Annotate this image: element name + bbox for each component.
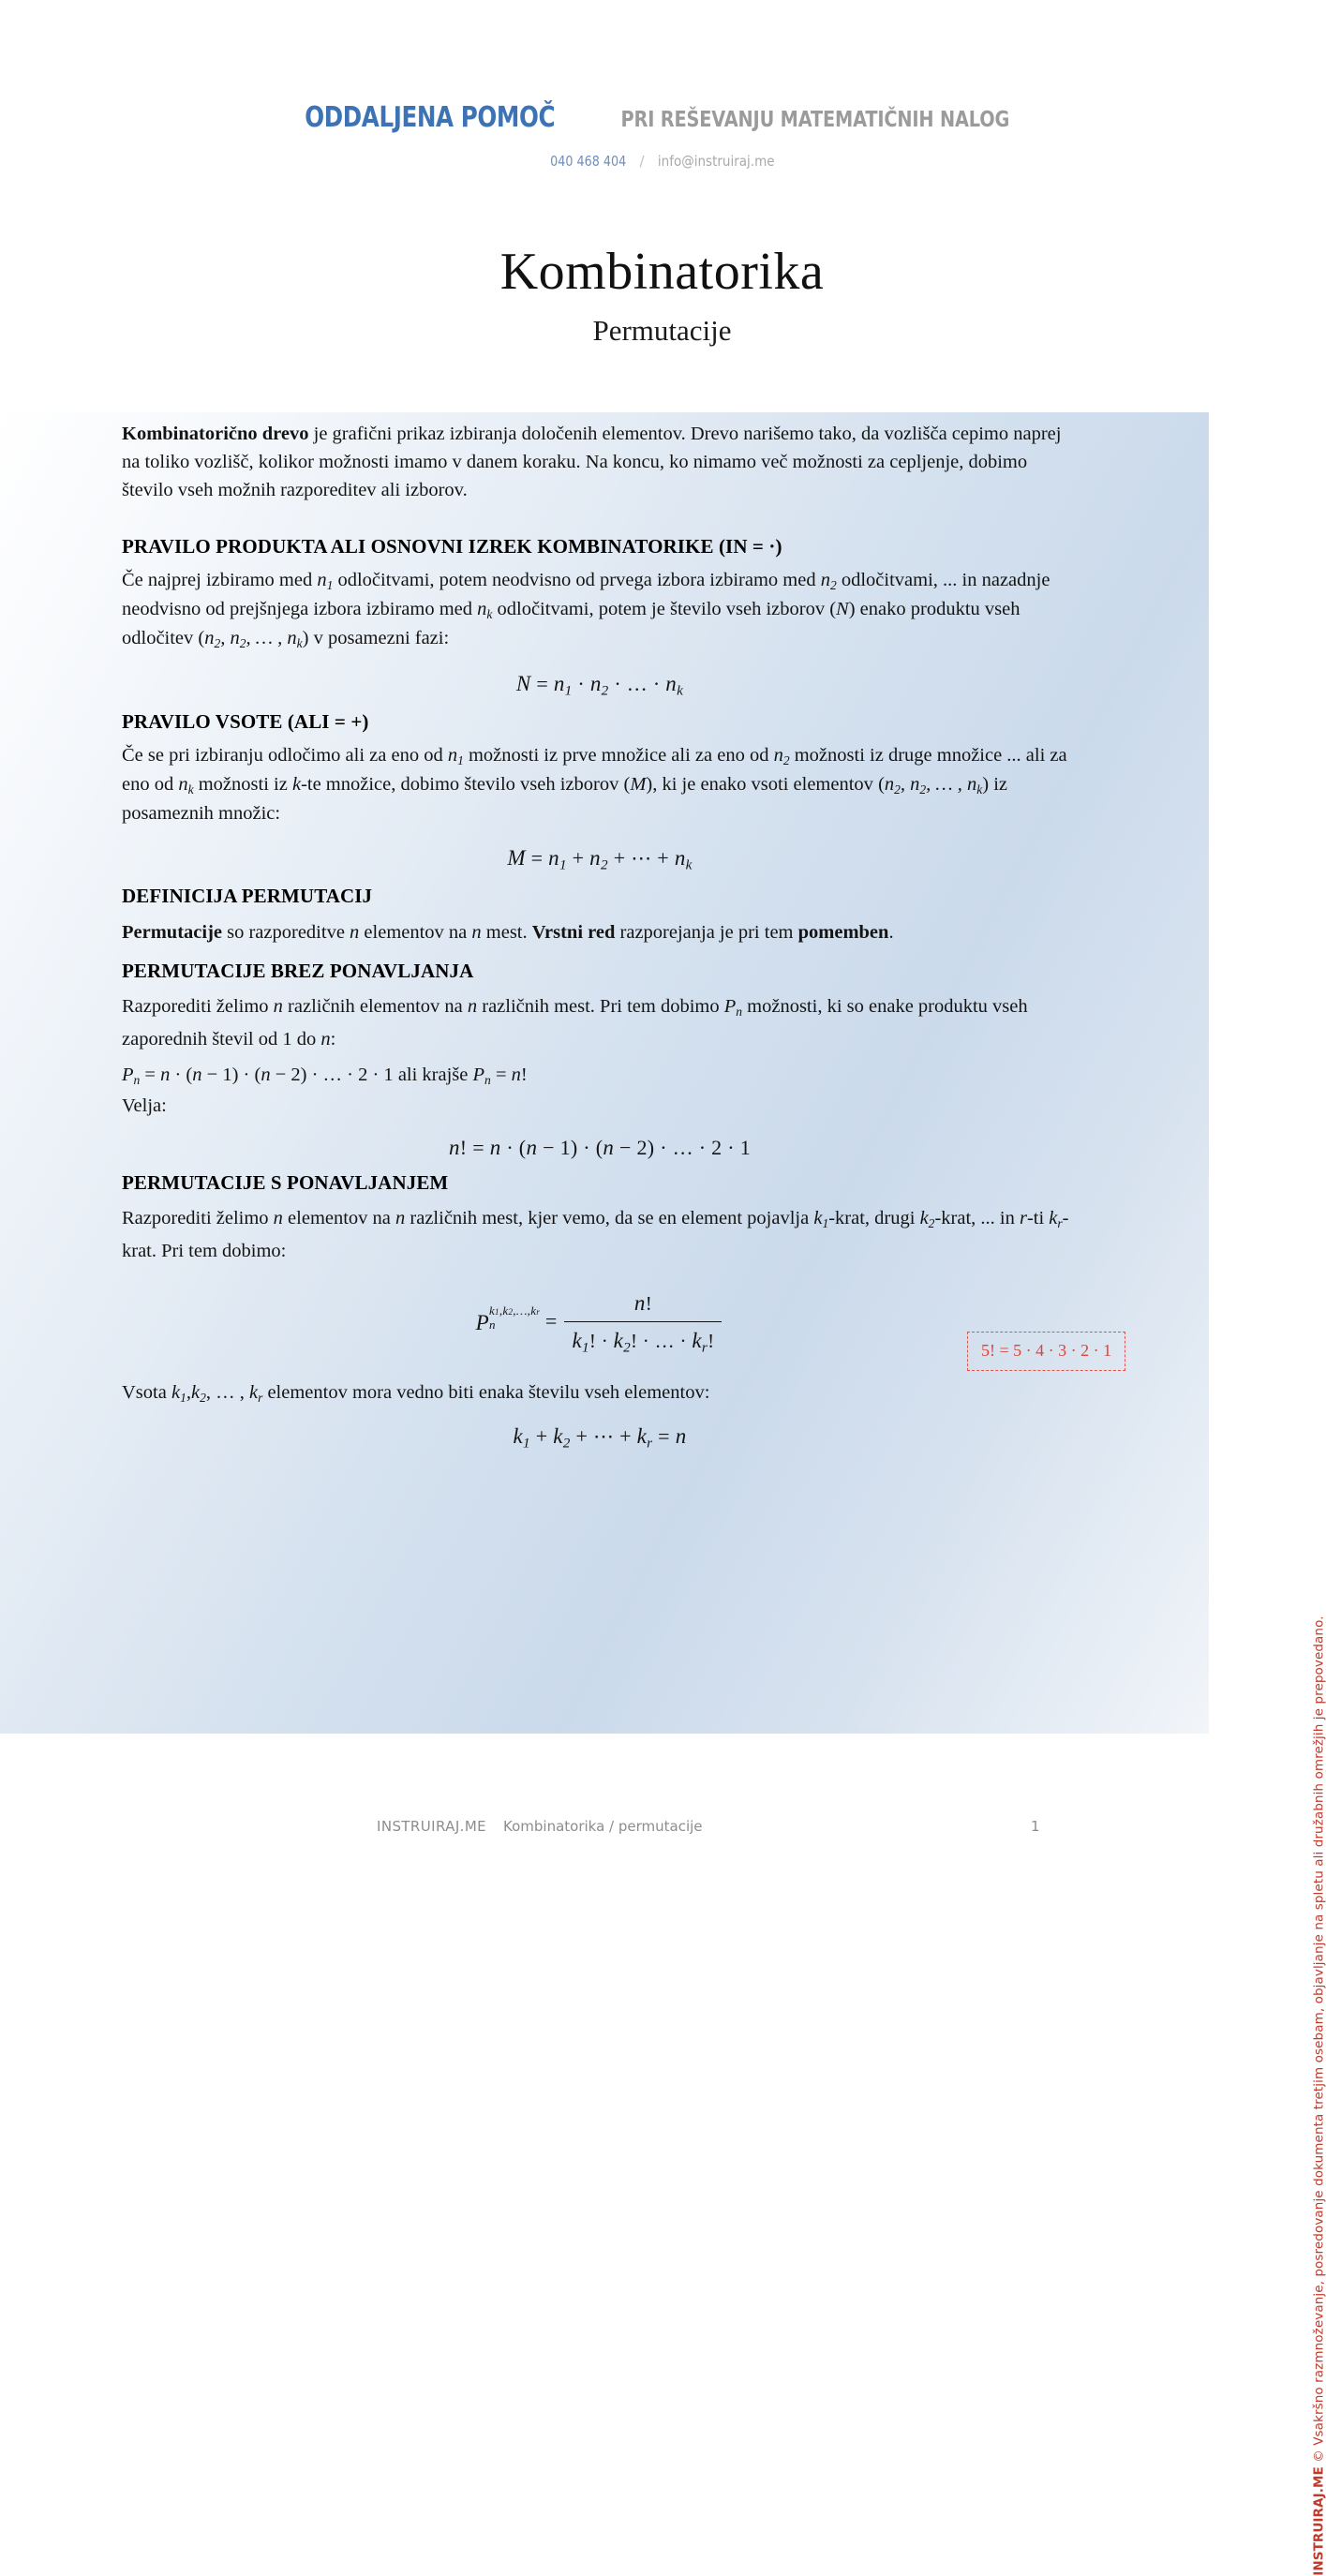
frag: odločitvami, potem neodvisno od prvega izbora izbiramo med	[333, 570, 821, 591]
side-notice-text: © Vsakršno razmnoževanje, posredovanje dokumenta tretjim osebam, objavljanje na spletu ali družabnih omrežjih je prepovedano.	[1311, 1616, 1326, 2463]
frag: možnosti iz prve množice ali za eno od	[463, 744, 774, 766]
section-heading-sum-rule: PRAVILO VSOTE (ALI = +)	[122, 709, 369, 733]
callout-text: 5! = 5 · 4 · 3 · 2 · 1	[981, 1341, 1112, 1360]
frag: mest.	[481, 922, 532, 944]
frag: -krat. Pri tem dobimo:	[122, 1208, 1069, 1262]
document-body	[122, 420, 1078, 1460]
frag: Če najprej izbiramo med	[122, 570, 318, 591]
frag: so razporeditve	[222, 922, 350, 944]
frag: razporejanja je pri tem	[615, 922, 798, 944]
frag: Razporediti želimo	[122, 1208, 274, 1229]
brand-tagline: PRI REŠEVANJU MATEMATIČNIH NALOG	[620, 108, 1010, 132]
section-1-paragraph: Če najprej izbiramo med $n_1$ odločitvami, potem neodvisno od prvega izbora izbiramo med $n_2$ odločitvami, ... in nazadnje neodvisno od prejšnjega izbora izbiramo med $n_k$ odločitvami, potem je število vseh izborov (N) enako produktu vseh odločitev ($n_2$, $n_2$, … , $n_k$) v posamezni fazi:	[122, 570, 1050, 651]
frag: elementov mora vedno biti enaka številu vseh elementov:	[262, 1382, 710, 1404]
frag: Vsota	[122, 1382, 171, 1404]
side-notice-brand: INSTRUIRAJ.ME	[1311, 2466, 1326, 2576]
frag: Če se pri izbiranju odločimo ali za eno od	[122, 744, 448, 766]
frag: -krat, drugi	[828, 1208, 920, 1229]
section-heading-perm-with-rep: PERMUTACIJE S PONAVLJANJEM	[122, 1171, 449, 1195]
frag: različnih mest. Pri tem dobimo	[477, 996, 724, 1018]
section-3-paragraph: Permutacije so razporeditve n elementov na n mest. Vrstni red razporejanja je pri tem pomemben.	[122, 922, 894, 944]
callout-example-factorial	[967, 1332, 1125, 1371]
frag: iz posameznih množic:	[122, 773, 1008, 824]
formula-product-rule: $N = n_1 \cdot n_2$ · … · $n_k$	[515, 672, 684, 699]
frag: -ti	[1026, 1208, 1050, 1229]
frag: ) enako produktu vseh odločitev	[122, 599, 1021, 649]
frag: možnosti iz	[193, 773, 292, 795]
section-2-paragraph: Če se pri izbiranju odločimo ali za eno od $n_1$ možnosti iz prve množice ali za eno od $n_2$ možnosti iz druge množice ... ali za eno od $n_k$ možnosti iz k-te množice, dobimo število vseh izborov (M), ki je enako vsoti elementov ($n_2$, $n_2$, … , $n_k$) iz posameznih množic:	[122, 744, 1067, 824]
frag: odločitvami, potem je število vseh izborov (	[492, 599, 837, 620]
formula-factorial: n! = n · (n − 1) · (n − 2) · … · 2 · 1	[448, 1135, 751, 1159]
fraction-perm: $\frac{n!}{k_1! \cdot k_2! \cdot \dots \cdot k_r!}$	[564, 1288, 722, 1359]
frag: elementov na	[282, 1208, 396, 1229]
email-address[interactable]: info@instruiraj.me	[657, 153, 775, 170]
frag-bold: Permutacije	[122, 922, 222, 944]
section-5-paragraph: Razporediti želimo n elementov na n različnih mest, kjer vemo, da se en element pojavlja $k_1$-krat, drugi $k_2$-krat, ... in r-ti $k_r$-krat. Pri tem dobimo:	[122, 1208, 1069, 1262]
formula-sum-k: $k_1 + k_2$ + ⋯ + $k_r = n$	[513, 1424, 687, 1452]
section-5-tail: Vsota $k_1,k_2$, … , $k_r$ elementov mora vedno biti enaka številu vseh elementov:	[122, 1382, 710, 1406]
contact-line	[0, 153, 1324, 170]
frag: različnih elementov na	[282, 996, 468, 1018]
phone-number[interactable]: 040 468 404	[550, 153, 627, 170]
page-title: Kombinatorika	[499, 243, 825, 301]
frag: elementov na	[359, 922, 472, 944]
frag-bold: Vrstni red	[531, 922, 616, 944]
frag: možnosti, ki so enake produktu vseh zaporednih števil od 1 do	[122, 996, 1028, 1050]
brand-name: ODDALJENA POMOČ	[305, 101, 556, 134]
footer-page-number: 1	[1031, 1818, 1040, 1835]
section-heading-definition: DEFINICIJA PERMUTACIJ	[122, 884, 373, 907]
page-subtitle: Permutacije	[592, 314, 732, 347]
frag: -te množice, dobimo število vseh izborov (	[301, 773, 631, 795]
intro-paragraph	[122, 420, 1078, 504]
section-4-paragraph: Razporediti želimo n različnih elementov na n različnih mest. Pri tem dobimo $P_n$ možnosti, ki so enake produktu vseh zaporednih števil od 1 do n:	[122, 996, 1028, 1050]
frag-bold: pomemben	[797, 922, 889, 944]
inline-formula-pn: $P_n = n \cdot (n - 1) \cdot (n - 2)$ · … · 2 · 1 ali krajše $P_n = n$!	[122, 1065, 528, 1088]
intro-lead: Kombinatorično drevo	[122, 424, 309, 444]
formula-perm-with-repetition: P k1,k2,…,kr n = $\frac{n!}{k_1! \cdot k_2! \cdot \dots \cdot k_r!}$	[122, 1288, 1078, 1359]
frag: odločitvami, ... in nazadnje neodvisno od prejšnjega izbora izbiramo med	[122, 570, 1050, 620]
frag: .	[888, 922, 894, 944]
formula-sum-rule: $M = n_1 + n_2$ + ⋯ + $n_k$	[507, 845, 693, 873]
velja-label: Velja:	[122, 1095, 167, 1117]
frag: :	[330, 1029, 336, 1050]
section-heading-product-rule: PRAVILO PRODUKTA ALI OSNOVNI IZREK KOMBINATORIKE (IN = ·)	[122, 535, 782, 558]
frag: možnosti iz druge množice ... ali za eno od	[122, 744, 1067, 795]
footer-brand: INSTRUIRAJ.ME	[377, 1818, 487, 1835]
footer-path: Kombinatorika / permutacije	[503, 1818, 703, 1835]
frag: različnih mest, kjer vemo, da se en element pojavlja	[405, 1208, 814, 1229]
frag: Razporediti želimo	[122, 996, 274, 1018]
section-heading-perm-no-rep: PERMUTACIJE BREZ PONAVLJANJA	[122, 960, 474, 983]
frag: ), ki je enako vsoti elementov	[646, 773, 879, 795]
intro-body: je grafični prikaz izbiranja določenih elementov. Drevo narišemo tako, da vozlišča cepimo naprej na toliko vozlišč, kolikor možnosti imamo v danem koraku. Na koncu, ko nimamo več možnosti za cepljenje, dobimo število vseh možnih razporeditev ali izborov.	[122, 424, 1062, 501]
frag: v posamezni fazi:	[308, 628, 450, 649]
frag: -krat, ... in	[934, 1208, 1020, 1229]
masthead	[0, 101, 1324, 134]
contact-separator: /	[639, 153, 645, 170]
copyright-side-notice	[1311, 1616, 1326, 2575]
